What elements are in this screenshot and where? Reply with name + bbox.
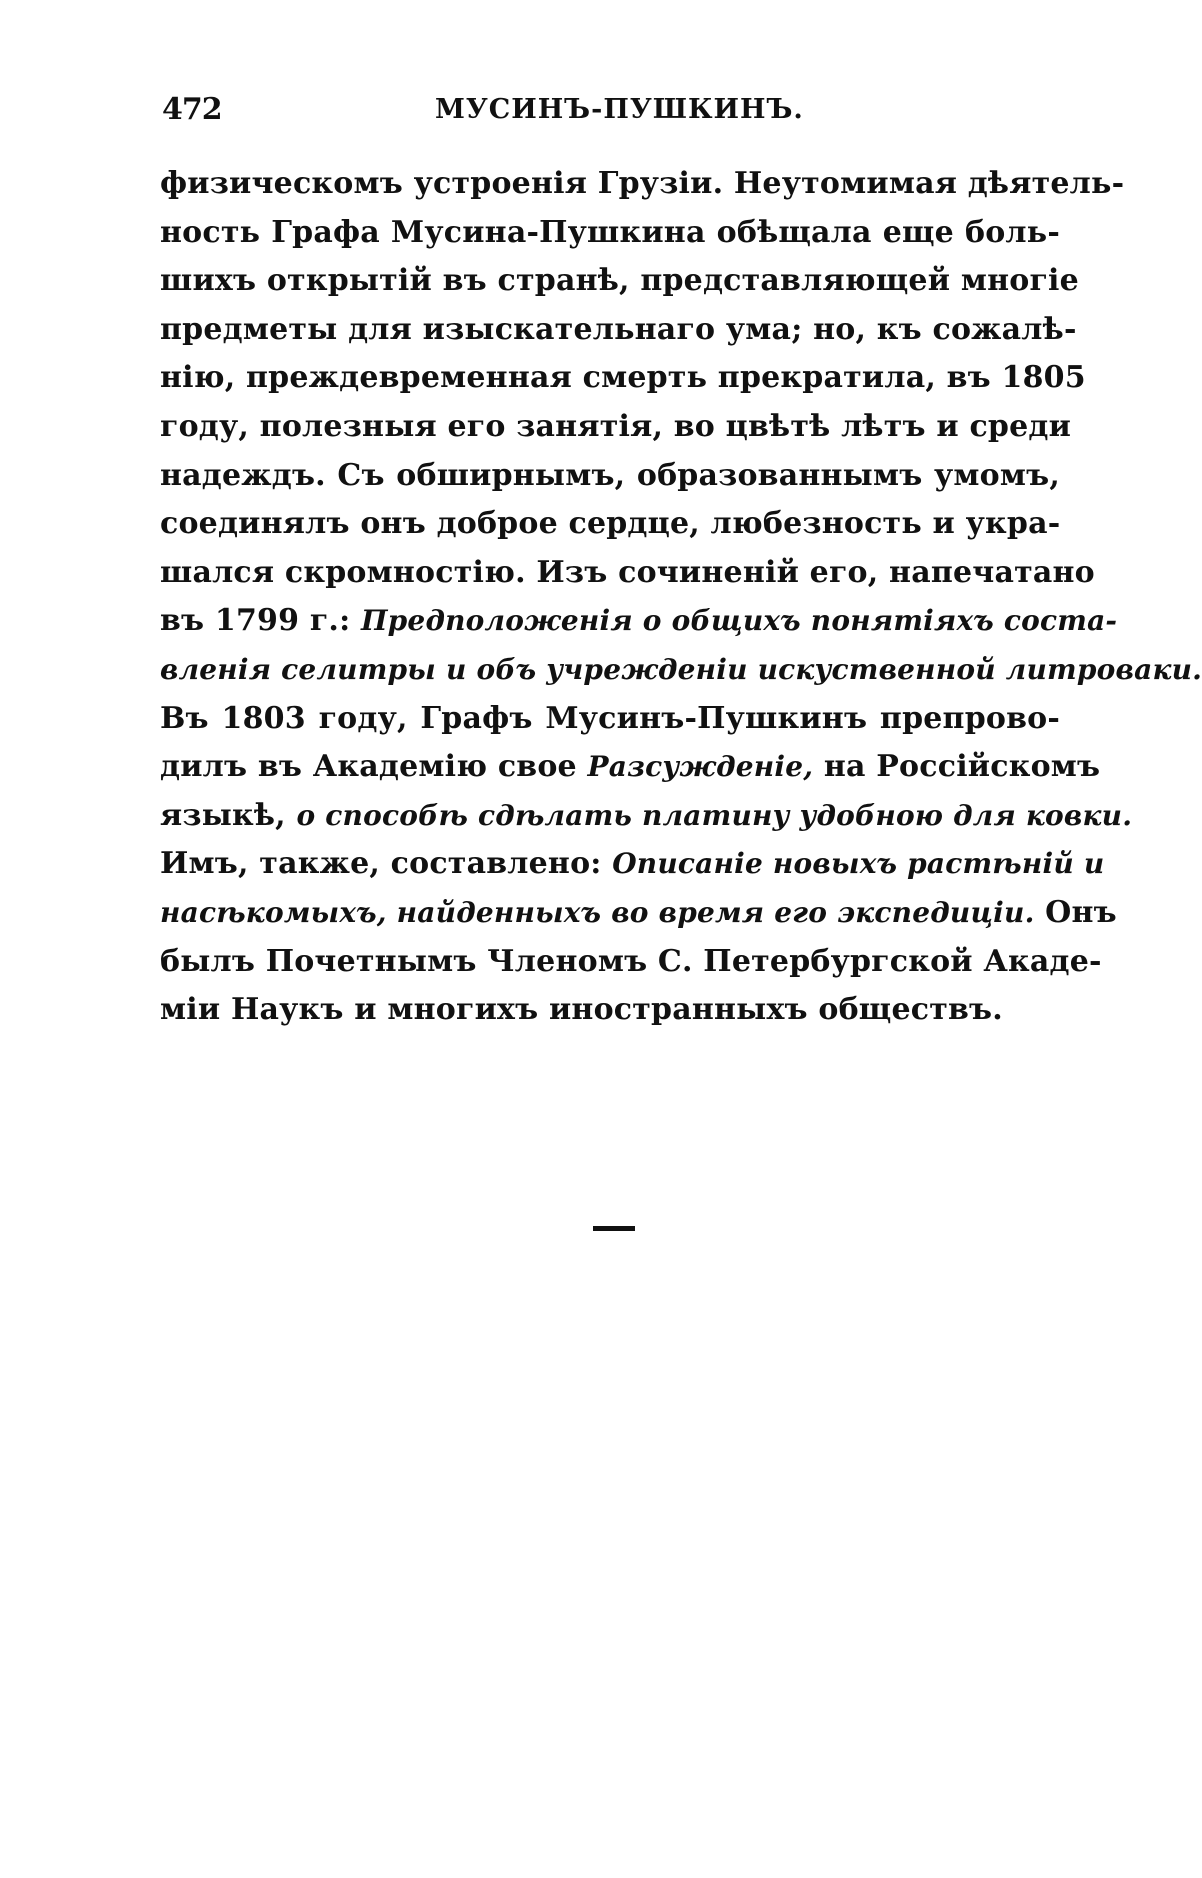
text-segment: ность Графа Мусина-Пушкина обѣщала еще боль- (160, 214, 1060, 250)
text-line (160, 646, 1202, 695)
text-segment: языкѣ, (160, 797, 297, 833)
text-segment: Въ 1803 году, Графъ Мусинъ-Пушкинъ препрово- (160, 700, 1060, 736)
text-segment: шался скромностію. Изъ сочиненій его, напечатано (160, 554, 1095, 590)
text-segment: году, полезныя его занятія, во цвѣтѣ лѣтъ и среди (160, 408, 1072, 444)
page-number: 472 (162, 92, 222, 127)
italic-title-segment: о способѣ сдѣлать платину удобною для ковки. (296, 798, 1133, 832)
text-line (160, 209, 1060, 258)
text-line (160, 549, 1095, 598)
text-segment: былъ Почетнымъ Членомъ С. Петербургской Акаде- (160, 943, 1102, 979)
text-line (160, 597, 1118, 646)
page-header (160, 92, 1060, 132)
text-line (160, 986, 1060, 1035)
text-segment: нію, преждевременная смерть прекратила, въ 1805 (160, 360, 1086, 396)
text-segment: надеждъ. Съ обширнымъ, образованнымъ умомъ, (160, 457, 1060, 493)
text-line (160, 840, 1105, 889)
text-segment: физическомъ устроенія Грузіи. Неутомимая дѣятель- (160, 166, 1125, 201)
italic-title-segment: Разсужденіе, (587, 750, 814, 784)
text-segment: Онъ (1034, 894, 1117, 930)
text-segment: на Россійскомъ (813, 749, 1101, 785)
text-segment: Имъ, также, составлено: (160, 846, 613, 882)
text-segment: дилъ въ Академію свое (160, 749, 588, 785)
body-paragraph (160, 160, 1202, 1035)
text-segment: міи Наукъ и многихъ иностранныхъ обществъ. (160, 992, 1003, 1028)
text-line (160, 695, 1060, 744)
italic-title-segment: вленія селитры и объ учрежденіи искуственной литроваки. (160, 652, 1202, 686)
text-line (160, 500, 1060, 549)
italic-title-segment: Описаніе новыхъ растѣній и (612, 847, 1105, 881)
text-line (160, 889, 1117, 938)
text-line (160, 452, 1060, 501)
text-line (160, 354, 1086, 403)
italic-title-segment: насѣкомыхъ, найденныхъ во время его экспедиціи. (160, 895, 1035, 929)
italic-title-segment: Предположенія о общихъ понятіяхъ соста- (361, 604, 1118, 638)
text-line (160, 938, 1102, 987)
text-line (160, 257, 1079, 306)
running-title: МУСИНЪ-ПУШКИНЪ. (435, 94, 804, 125)
text-line (160, 743, 1101, 792)
text-line (160, 160, 1125, 209)
text-line (160, 403, 1072, 452)
text-segment: предметы для изыскательнаго ума; но, къ сожалѣ- (160, 311, 1077, 347)
text-segment: шихъ открытій въ странѣ, представляющей многіе (160, 263, 1079, 299)
text-segment: въ 1799 г.: (160, 603, 361, 639)
text-line (160, 792, 1133, 841)
end-rule (593, 1226, 635, 1231)
text-line (160, 306, 1077, 355)
text-segment: соединялъ онъ доброе сердце, любезность и укра- (160, 506, 1061, 542)
